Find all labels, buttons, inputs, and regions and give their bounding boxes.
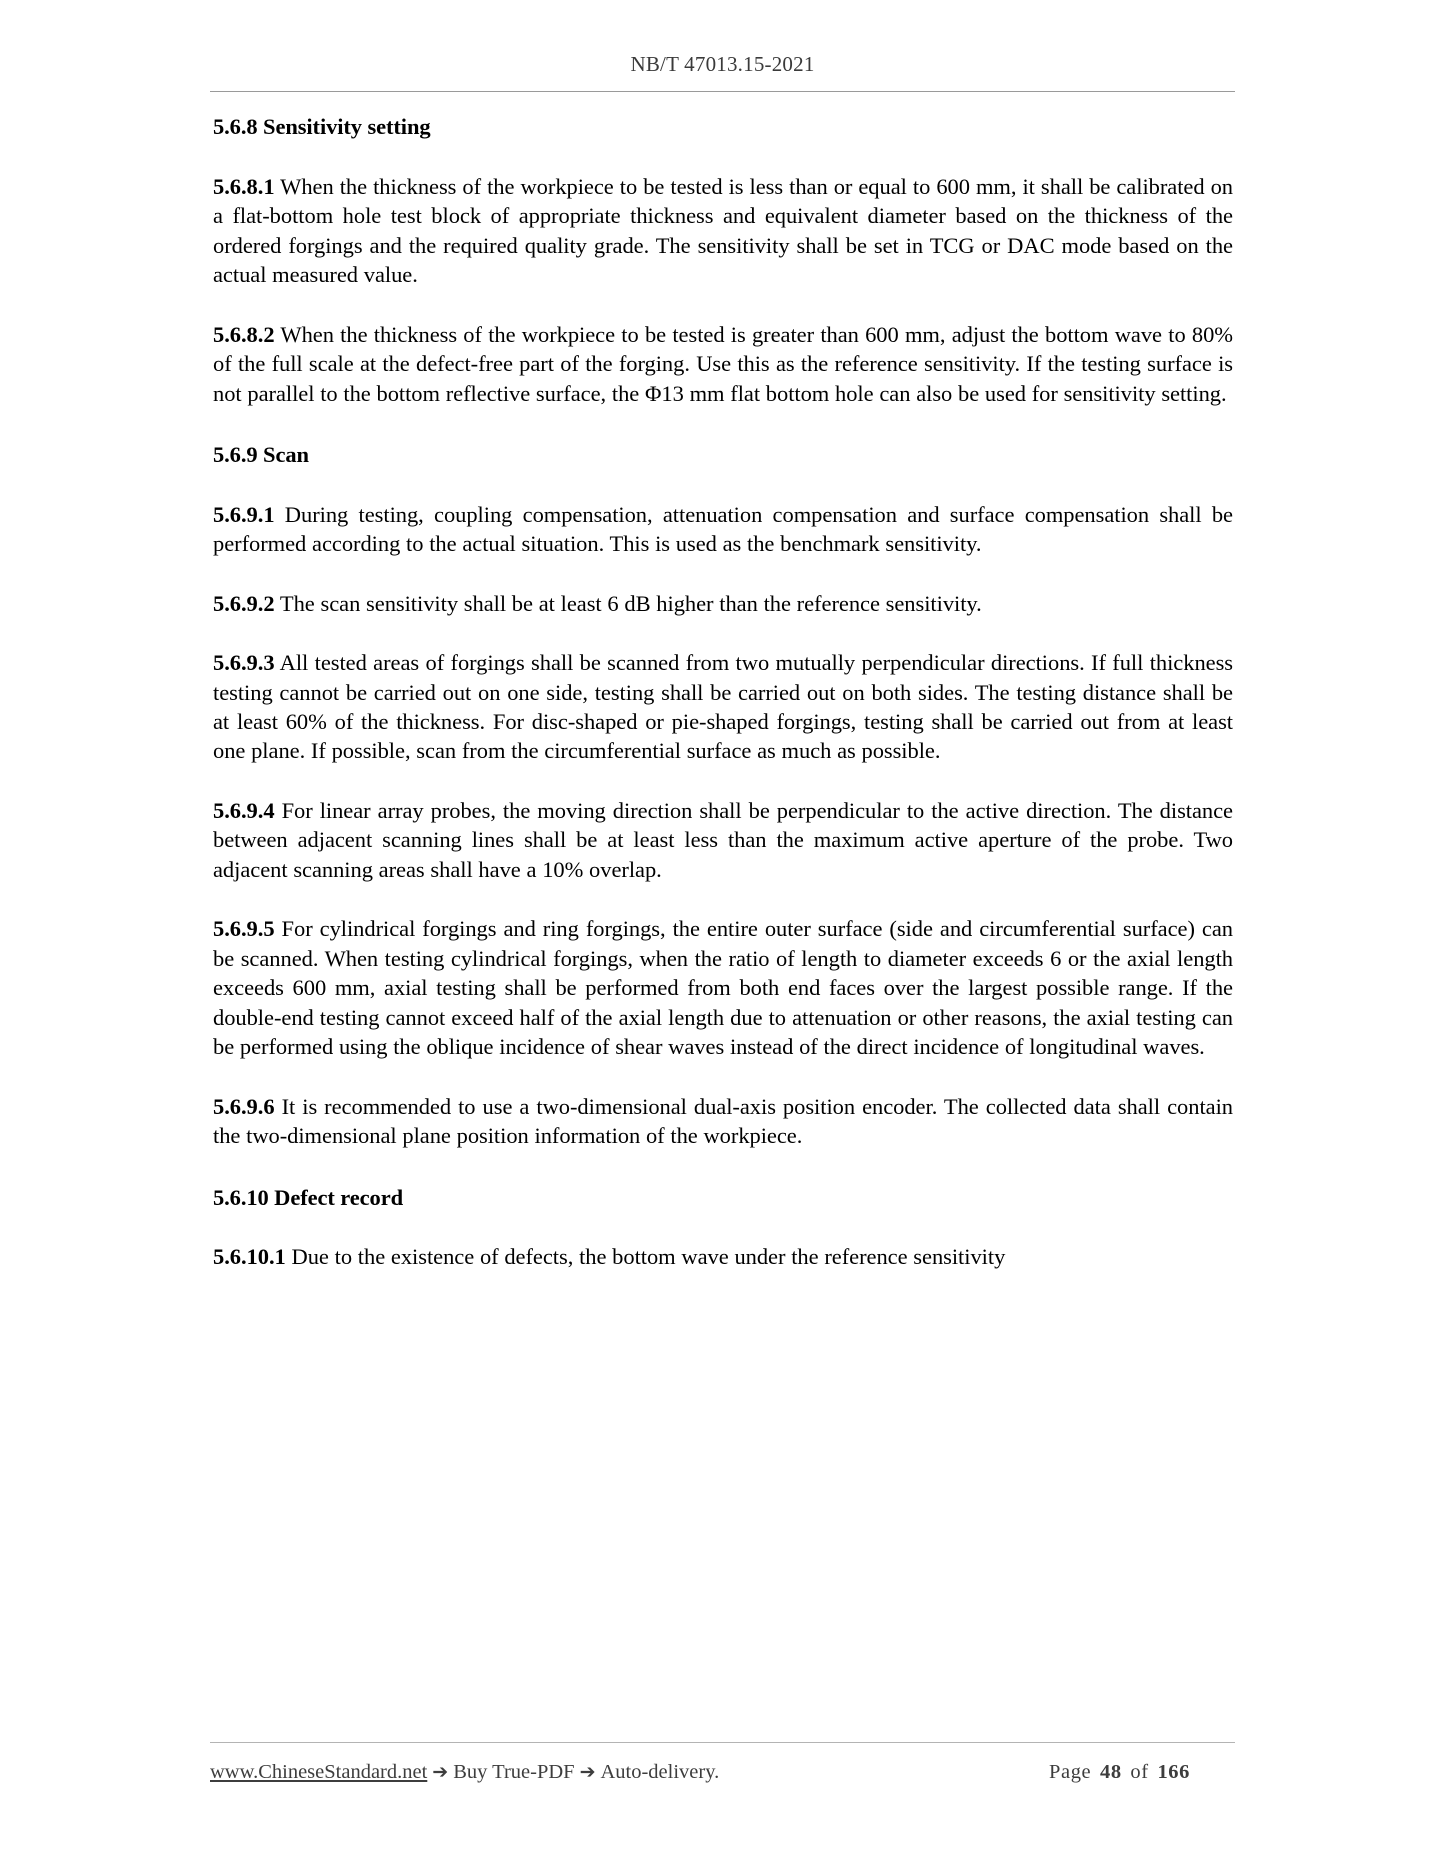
clause-text: When the thickness of the workpiece to be tested is greater than 600 mm, adjust the bottom wave to 80% of the full scale at the defect-free part of the forging. Use this as the reference sensitivity. If the testing surface is not parallel to the bottom reflective surface, the Φ13 mm flat bottom hole can also be used for sensitivity setting. [213, 321, 1233, 406]
paragraph-5-6-10-1 [213, 1242, 1233, 1271]
clause-text: It is recommended to use a two-dimensional dual-axis position encoder. The collected data shall contain the two-dimensional plane position information of the workpiece. [213, 1093, 1233, 1149]
paragraph-5-6-8-1 [213, 172, 1233, 290]
clause-text: During testing, coupling compensation, attenuation compensation and surface compensation shall be performed according to the actual situation. This is used as the benchmark sensitivity. [213, 501, 1233, 557]
heading-5-6-8: 5.6.8 Sensitivity setting [213, 114, 431, 139]
clause-number: 5.6.9.1 [213, 501, 275, 527]
clause-number: 5.6.8.1 [213, 173, 275, 199]
clause-text: All tested areas of forgings shall be scanned from two mutually perpendicular directions. If full thickness testing cannot be carried out on one side, testing shall be carried out on both sides. The testing distance shall be at least 60% of the thickness. For disc-shaped or pie-shaped forgings, testing shall be carried out from at least one plane. If possible, scan from the circumferential surface as much as possible. [213, 650, 1233, 764]
block-spacer [213, 290, 1233, 320]
footer-auto-delivery-label: Auto-delivery. [600, 1761, 720, 1783]
chinesestandard-url-link[interactable]: www.ChineseStandard.net [210, 1761, 428, 1783]
block-spacer [213, 618, 1233, 648]
arrow-right-icon-1: ➔ [432, 1761, 449, 1783]
block-spacer [213, 559, 1233, 589]
clause-number: 5.6.8.2 [213, 321, 275, 347]
standard-code-title: NB/T 47013.15-2021 [630, 52, 815, 76]
block-spacer [213, 142, 1233, 172]
block-spacer [213, 1151, 1233, 1183]
clause-number: 5.6.9.5 [213, 916, 275, 942]
total-page-number: 166 [1157, 1761, 1190, 1783]
paragraph-5-6-9-4 [213, 796, 1233, 884]
clause-number: 5.6.9.3 [213, 650, 275, 676]
clause-number: 5.6.9.6 [213, 1093, 275, 1119]
page-number-indicator [1049, 1761, 1235, 1784]
clause-text: For cylindrical forgings and ring forgings, the entire outer surface (side and circumferential surface) can be scanned. When testing cylindrical forgings, when the ratio of length to diameter exceeds 6 or the axial length exceeds 600 mm, axial testing shall be performed from both end faces over the largest possible range. If the double-end testing cannot exceed half of the axial length due to attenuation or other reasons, the axial testing can be performed using the oblique incidence of shear waves instead of the direct incidence of longitudinal waves. [213, 916, 1233, 1060]
block-spacer [213, 1062, 1233, 1092]
header-divider [210, 91, 1235, 92]
clause-text: The scan sensitivity shall be at least 6 dB higher than the reference sensitivity. [274, 590, 982, 616]
arrow-right-icon-2: ➔ [579, 1761, 596, 1783]
footer-divider [210, 1742, 1235, 1743]
footer-buy-true-pdf-label: Buy True-PDF [453, 1761, 575, 1783]
heading-5-6-10: 5.6.10 Defect record [213, 1184, 403, 1210]
of-label: of [1130, 1761, 1149, 1783]
block-spacer [213, 408, 1233, 440]
clause-number: 5.6.10.1 [213, 1244, 286, 1270]
heading-5-6-9: 5.6.9 Scan [213, 441, 309, 467]
paragraph-5-6-8-2 [213, 320, 1233, 408]
block-spacer [213, 1212, 1233, 1242]
block-spacer [213, 884, 1233, 914]
paragraph-5-6-9-6 [213, 1092, 1233, 1151]
clause-number: 5.6.9.2 [213, 590, 275, 616]
block-spacer [213, 766, 1233, 796]
block-spacer [213, 470, 1233, 500]
page-footer [210, 1742, 1235, 1784]
clause-text: When the thickness of the workpiece to be tested is less than or equal to 600 mm, it shall be calibrated on a flat-bottom hole test block of appropriate thickness and equivalent diameter based on the thickness of the ordered forgings and the required quality grade. The sensitivity shall be set in TCG or DAC mode based on the actual measured value. [213, 173, 1233, 288]
clause-text: For linear array probes, the moving direction shall be perpendicular to the active direction. The distance between adjacent scanning lines shall be at least less than the maximum active aperture of the probe. Two adjacent scanning areas shall have a 10% overlap. [213, 797, 1233, 882]
page-label: Page [1049, 1761, 1092, 1783]
current-page-number: 48 [1099, 1761, 1122, 1783]
clause-number: 5.6.9.4 [213, 797, 275, 823]
clause-text: Due to the existence of defects, the bottom wave under the reference sensitivity [285, 1244, 1006, 1270]
paragraph-5-6-9-1 [213, 500, 1233, 559]
paragraph-5-6-9-5 [213, 914, 1233, 1061]
page-header [210, 52, 1235, 92]
footer-promo [210, 1761, 719, 1784]
paragraph-5-6-9-2 [213, 589, 1233, 618]
paragraph-5-6-9-3 [213, 648, 1233, 766]
document-body [213, 112, 1233, 1272]
